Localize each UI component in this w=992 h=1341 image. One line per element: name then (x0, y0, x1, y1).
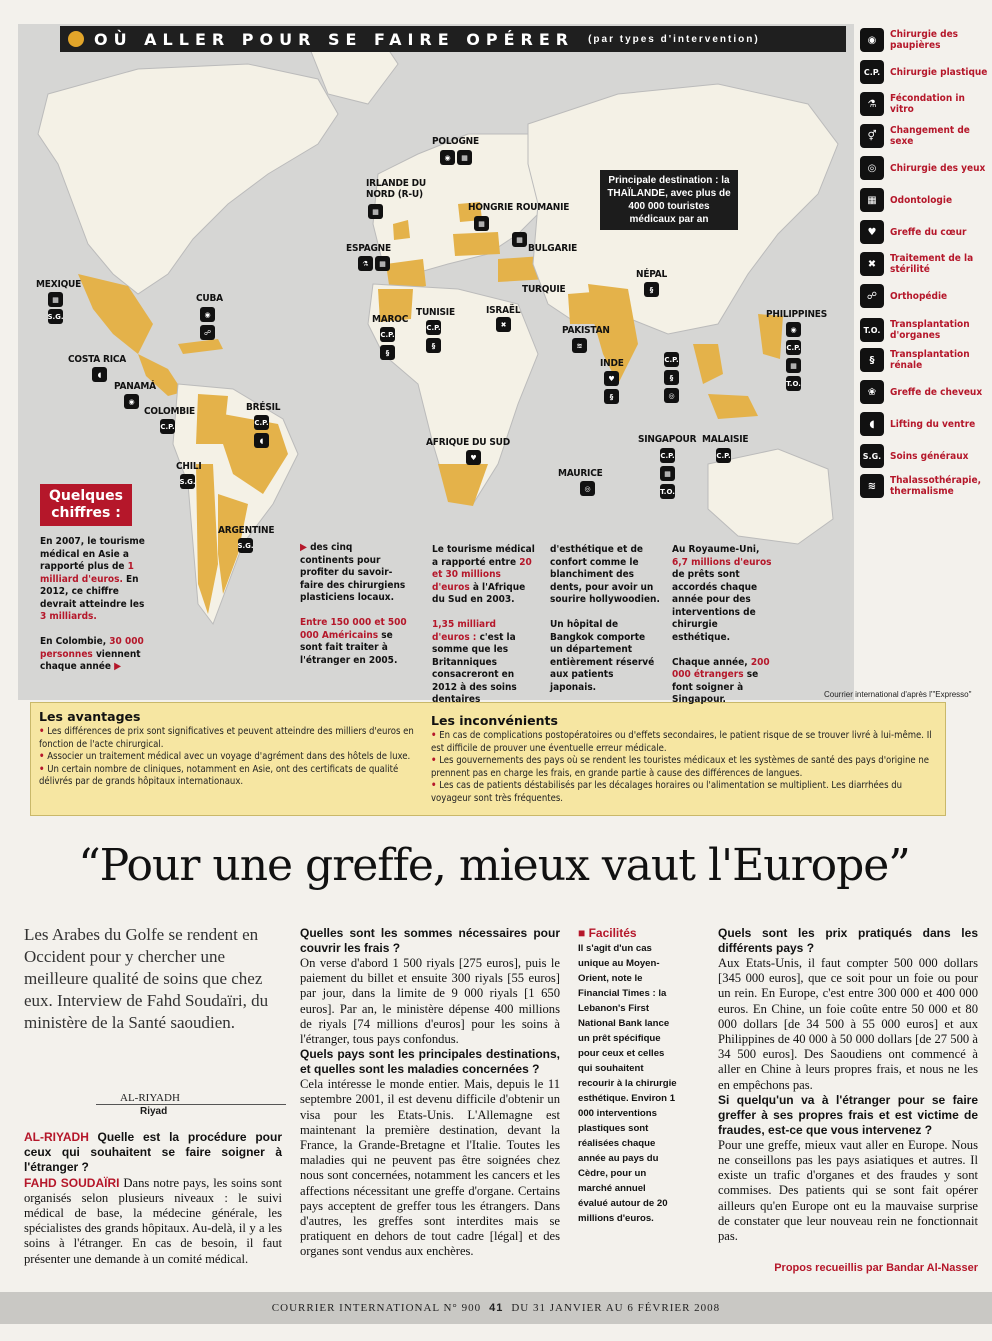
legend-item (860, 444, 968, 468)
legend-label: Transplantation d'organes (890, 319, 970, 341)
label-irlande: IRLANDE DU NORD (R-U) (366, 178, 427, 200)
eye-icon: ◉ (200, 307, 215, 322)
to-icon: T.O. (860, 318, 884, 342)
cp-icon: C.P. (786, 340, 801, 355)
label-chili: CHILI (176, 461, 202, 472)
article-column-1 (24, 1130, 282, 1267)
legend-label: Thalassothérapie, thermalisme (890, 475, 982, 497)
cp-icon: C.P. (254, 415, 269, 430)
legend-label: Greffe du cœur (890, 226, 967, 238)
cons-title: Les inconvénients (431, 713, 558, 728)
question-5: Si quelqu'un va à l'étranger pour se faire greffer à ses propres frais et est victime de fraudes, est-ce que vous intervenez ? (718, 1092, 978, 1137)
fact-highlight: 30 000 personnes (40, 636, 144, 660)
legend-item (860, 348, 990, 372)
figures-col-1: En 2007, le tourisme médical en Asie a rapporté plus de 1 milliard d'euros. En 2012, ce chiffre devrait atteindre les 3 milliards. En Colombie, 30 000 personnes viennent chaque année ▶ (40, 536, 145, 672)
question-4: Quels sont les prix pratiqués dans les différents pays ? (718, 926, 978, 955)
pros-item: • Les différences de prix sont significatives et peuvent atteindre des milliers d'euros en fonction de l'acte chirurgical. (39, 726, 414, 750)
legend-item (860, 412, 975, 436)
cons-item-text: Les cas de patients déstabilisés par les décalages horaires ou l'alimentation se multiplient. Les diarrhées du voyageur sont très fréquentes. (431, 780, 903, 804)
belly-icon: ◖ (92, 367, 107, 382)
legend-label: Chirurgie des paupières (890, 29, 959, 51)
heart-icon: ♥ (466, 450, 481, 465)
cp-icon: C.P. (664, 352, 679, 367)
answer-1: Dans notre pays, les soins sont organisés selon plusieurs niveaux : le suivi médical de base, la médecine générale, les spécialistes des grands hôpitaux. Au-delà, il y a les soins à l'étranger. En cas de besoin, il faut présenter une demande à un comité médical. (24, 1175, 282, 1266)
eye-icon: ◉ (860, 28, 884, 52)
thailand-callout: Principale destination : la THAÏLANDE, avec plus de 400 000 touristes médicaux par an (600, 170, 738, 230)
article-intro: Les Arabes du Golfe se rendent en Occident pour y chercher une meilleure qualité de soins que chez eux. Interview de Fahd Soudaïri, du ministère de la Santé saoudien. (24, 925, 269, 1032)
legend-label: Orthopédie (890, 290, 948, 302)
label-philippines: PHILIPPINES (766, 309, 828, 320)
label-malaisie: MALAISIE (702, 434, 749, 445)
tooth-icon: ▦ (375, 256, 390, 271)
cons-item-text: Les gouvernements des pays où se rendent les touristes médicaux et les systèmes de santé des pays d'origine ne prennent pas en charge les frais, en grande partie à cause des différences de langues. (431, 755, 930, 779)
fact-text: En 2012, ce chiffre devrait atteindre les (40, 573, 145, 610)
label-colombie: COLOMBIE (144, 406, 195, 417)
eye-icon: ◉ (124, 394, 139, 409)
tooth-icon: ▦ (660, 466, 675, 481)
eye-icon: ◉ (786, 322, 801, 337)
label-roumanie: ROUMANIE (516, 202, 570, 213)
kidney-icon: § (664, 370, 679, 385)
legend-item (860, 60, 987, 84)
answer-3: Cela intéresse le monde entier. Mais, depuis le 11 septembre 2001, il est devenu difficile d'obtenir un visa pour les Etats-Unis. L'Allemagne est maintenant la première destination, devant la France, la Grande-Bretagne et l'Italie. Toutes les maladies qui ne peuvent pas être soignées chez nous sont concernées, notamment les cancers et les affections nécessitant une greffe d'organe. Certains pays acceptent de greffer tous les étrangers. Dans d'autres, les greffes sont interdites mais se pratiquent en dehors de tout cadre [légal] et des organes sont vendus aux enchères. (300, 1077, 560, 1259)
sidebar-text: Il s'agit d'un cas unique au Moyen-Orient, note le Financial Times : la Lebanon's First National Bank lance un prêt spécifique pour ceux et celles qui souhaitent recourir à la chirurgie esthétique. Environ 1 000 interventions plastiques sont réalisées chaque année au pays du Cèdre, pour un marché annuel évalué autour de 20 millions d'euros. (578, 943, 677, 1224)
label-israel: ISRAËL (486, 305, 521, 316)
legend-label: Lifting du ventre (890, 418, 976, 430)
kidney-icon: § (860, 348, 884, 372)
answer-5: Pour une greffe, mieux vaut aller en Europe. Nous ne conseillons pas les pays asiatiques et autres. Il existe un trafic d'organes et des fraudes y sont commises. Des patients qui se sont fait opérer ailleurs qu'en Europe ont eu la mauvaise surprise de constater que leur nouveau rein ne fonctionnait pas. (718, 1137, 978, 1244)
pros-item: • Un certain nombre de cliniques, notamment en Asie, ont des certificats de qualité délivrés par de grands hôpitaux internationaux. (39, 763, 399, 787)
legend-item (860, 92, 990, 116)
cross-icon: ✖ (860, 252, 884, 276)
wave-icon: ≋ (572, 338, 587, 353)
pros-column (39, 709, 419, 789)
fact-text: Chaque année, (672, 656, 748, 668)
kidney-icon: § (644, 282, 659, 297)
figures-col-2: ▶ des cinq continents pour profiter du savoir-faire des chirurgiens plasticiens locaux. Entre 150 000 et 500 000 Américains se sont fait traiter à l'étranger en 2005. (300, 542, 407, 666)
pros-cons-box (30, 702, 946, 816)
fact-text: de prêts sont accordés chaque année pour des interventions de chirurgie esthétique. (672, 569, 758, 643)
label-pologne: POLOGNE (432, 136, 479, 147)
fact-highlight: 6,7 millions d'euros (672, 556, 772, 568)
legend-item (860, 318, 990, 342)
map-source: Courrier international d'après l'"Expresso" (824, 690, 972, 699)
tooth-icon: ▦ (48, 292, 63, 307)
cons-item: • Les gouvernements des pays où se rendent les touristes médicaux et les systèmes de santé des pays d'origine ne prennent pas en charge les frais, en grande partie à cause des différences de langues. (431, 755, 930, 779)
label-espagne: ESPAGNE (346, 243, 391, 254)
legend-item (860, 156, 985, 180)
test-tube-icon: ⚗ (358, 256, 373, 271)
answer-2: On verse d'abord 1 500 riyals [275 euros], puis le paiement du billet et ensuite 300 riyals [55 euros] par jour, dans la limite de 9 000 riyals [1 650 euros]. Par an, le ministère dépense 400 millions de riyals [74 millions d'euros] pour les soins à l'étranger, tous pays confondus. (300, 956, 560, 1047)
eye-icon: ◉ (440, 150, 455, 165)
fact-highlight: Entre 150 000 et 500 000 Américains (300, 617, 407, 641)
fact-text: viennent chaque année (40, 648, 141, 672)
cons-item: • Les cas de patients déstabilisés par les décalages horaires ou l'alimentation se multiplient. Les diarrhées du voyageur sont très fréquentes. (431, 780, 903, 804)
interviewee-name: FAHD SOUDAÏRI (24, 1175, 120, 1190)
interviewer-name: AL-RIYADH (24, 1130, 89, 1144)
pros-item-text: Les différences de prix sont significatives et peuvent atteindre des milliers d'euros en fonction de l'acte chirurgical. (39, 726, 414, 750)
question-1: Quelle est la procédure pour ceux qui souhaitent se faire soigner à l'étranger ? (24, 1130, 282, 1175)
fact-text: En 2007, le tourisme médical en Asie a rapporté plus de (40, 536, 145, 572)
legend-item (860, 474, 990, 498)
figures-col-4 (550, 544, 660, 694)
article-column-4 (718, 926, 978, 1244)
legend-item (860, 284, 947, 308)
cp-icon: C.P. (380, 327, 395, 342)
hair-icon: ❀ (860, 380, 884, 404)
legend-item (860, 188, 952, 212)
legend-label: Chirurgie plastique (890, 66, 988, 78)
heart-icon: ♥ (860, 220, 884, 244)
legend-label: Odontologie (890, 194, 953, 206)
eye-surgery-icon: ◎ (664, 388, 679, 403)
map-title: OÙ ALLER POUR SE FAIRE OPÉRER (94, 29, 575, 49)
tooth-icon: ▦ (474, 216, 489, 231)
belly-icon: ◖ (860, 412, 884, 436)
page-footer (0, 1292, 992, 1324)
label-pakistan: PAKISTAN (562, 325, 610, 336)
gender-icon: ⚥ (860, 124, 884, 148)
cp-icon: C.P. (860, 60, 884, 84)
tooth-icon: ▦ (457, 150, 472, 165)
tooth-icon: ▦ (368, 204, 383, 219)
bone-icon: ☍ (860, 284, 884, 308)
pros-title: Les avantages (39, 709, 141, 724)
map-title-bar (60, 26, 846, 52)
legend-item (860, 380, 982, 404)
label-maroc: MAROC (372, 314, 409, 325)
tooth-icon: ▦ (512, 232, 527, 247)
answer-4: Aux Etats-Unis, il faut compter 500 000 dollars [345 000 euros], que ce soit pour un foie ou pour un rein. En Europe, c'est entre 300 000 et 400 000 euros. En Chine, un foie coûte entre 50 000 et 80 000 dollars [de 34 500 à 55 000 euros] et aux Philippines de 40 000 à 50 000 dollars [de 27 500 à 34 500 euros]. Des Saoudiens ont commencé à aller en Chine à leurs propres frais, et nous ne les en empêchons pas. (718, 956, 978, 1092)
label-mexique: MEXIQUE (36, 279, 82, 290)
label-costa-rica: COSTA RICA (68, 354, 127, 365)
label-tunisie: TUNISIE (416, 307, 455, 318)
footer-dates: DU 31 JANVIER AU 6 FÉVRIER 2008 (511, 1302, 721, 1314)
legend-label: Chirurgie des yeux (890, 162, 986, 174)
label-bulgarie: BULGARIE (528, 243, 578, 254)
article-credit: Propos recueillis par Bandar Al-Nasser (774, 1262, 978, 1274)
legend-label: Soins généraux (890, 450, 969, 462)
legend-item (860, 124, 990, 148)
fact-text: se sont fait traiter à l'étranger en 2005. (300, 629, 398, 666)
fact-highlight: 200 000 étrangers (672, 656, 770, 680)
label-hongrie: HONGRIE (468, 202, 514, 213)
dateline-city: Riyad (140, 1106, 168, 1117)
article-headline: “Pour une greffe, mieux vaut l'Europe” (78, 840, 910, 891)
test-tube-icon: ⚗ (860, 92, 884, 116)
eye-surgery-icon: ◎ (860, 156, 884, 180)
legend-item (860, 220, 966, 244)
label-afrique-sud: AFRIQUE DU SUD (426, 437, 510, 448)
map-subtitle: (par types d'intervention) (588, 33, 760, 45)
belly-icon: ◖ (254, 433, 269, 448)
tooth-icon: ▦ (786, 358, 801, 373)
footer-page-number: 41 (489, 1302, 504, 1314)
fact-text: se font soigner à Singapour. (672, 669, 759, 705)
cp-icon: C.P. (716, 448, 731, 463)
label-argentine: ARGENTINE (218, 525, 275, 536)
kidney-icon: § (380, 345, 395, 360)
footer-publication: COURRIER INTERNATIONAL N° 900 (271, 1302, 482, 1314)
fact-text: c'est la somme que les Britanniques consacreront en 2012 à des soins dentaires (432, 631, 517, 705)
tooth-icon: ▦ (860, 188, 884, 212)
figures-col-3 (432, 544, 536, 707)
legend-item (860, 252, 990, 276)
sidebar-title: ■ Facilités (578, 926, 637, 940)
legend-label: Transplantation rénale (890, 349, 970, 371)
fact-highlight: 1 milliard d'euros. (40, 561, 134, 585)
wave-icon: ≋ (860, 474, 884, 498)
cons-column (431, 713, 941, 805)
question-3: Quels pays sont les principales destinations, et quelles sont les maladies concernées ? (300, 1047, 560, 1077)
label-maurice: MAURICE (558, 468, 603, 479)
fact-text: En Colombie, (40, 636, 107, 647)
pros-item-text: Un certain nombre de cliniques, notamment en Asie, ont des certificats de qualité délivrés par de grands hôpitaux internationaux. (39, 763, 399, 787)
to-icon: T.O. (660, 484, 675, 499)
label-bresil: BRÉSIL (246, 402, 281, 413)
fact-highlight: 3 milliards. (40, 611, 97, 622)
label-cuba: CUBA (196, 293, 223, 304)
kidney-icon: § (604, 389, 619, 404)
cross-icon: ✖ (496, 317, 511, 332)
dateline: AL-RIYADH (96, 1092, 286, 1105)
figures-col-5 (672, 544, 778, 707)
fact-highlight: 20 et 30 millions d'euros (432, 556, 532, 593)
sidebar-facilites (578, 926, 678, 1226)
bone-icon: ☍ (200, 325, 215, 340)
fact-text: Un hôpital de Bangkok comporte un département entièrement réservé aux patients japonais. (550, 619, 655, 693)
pros-item-text: Associer un traitement médical avec un voyage d'agrément dans des hôtels de luxe. (47, 751, 411, 762)
fact-text: des cinq continents pour profiter du savoir-faire des chirurgiens plasticiens locaux. (300, 542, 406, 603)
legend-item (860, 28, 990, 52)
fact-text: d'esthétique et de confort comme le blanchiment des dents, pour avoir un sourire hollywoodien. (550, 544, 660, 605)
label-inde: INDE (600, 358, 624, 369)
eye-surgery-icon: ◎ (580, 481, 595, 496)
sg-icon: S.G. (860, 444, 884, 468)
key-figures-title: Quelques chiffres : (40, 484, 132, 526)
sg-icon: S.G. (48, 309, 63, 324)
label-panama: PANAMÁ (114, 381, 156, 392)
sg-icon: S.G. (180, 474, 195, 489)
legend-label: Changement de sexe (890, 125, 970, 147)
cons-item: • En cas de complications postopératoires ou d'effets secondaires, le patient risque de se trouver livré à lui-même. Il est difficile de prouver une éventuelle erreur médicale. (431, 730, 932, 754)
cp-icon: C.P. (160, 419, 175, 434)
cons-item-text: En cas de complications postopératoires ou d'effets secondaires, le patient risque de se trouver livré à lui-même. Il est difficile de prouver une éventuelle erreur médicale. (431, 730, 932, 754)
fact-text: Le tourisme médical a rapporté entre (432, 544, 535, 568)
pros-item: • Associer un traitement médical avec un voyage d'agrément dans des hôtels de luxe. (39, 751, 411, 762)
cp-icon: C.P. (426, 320, 441, 335)
label-singapour: SINGAPOUR (638, 434, 697, 445)
title-dot-icon (68, 31, 84, 47)
to-icon: T.O. (786, 376, 801, 391)
fact-text: à l'Afrique du Sud en 2003. (432, 581, 526, 605)
fact-highlight: 1,35 milliard d'euros : (432, 619, 496, 643)
heart-icon: ♥ (604, 371, 619, 386)
question-2: Quelles sont les sommes nécessaires pour couvrir les frais ? (300, 926, 560, 955)
legend-label: Fécondation in vitro (890, 93, 965, 115)
legend-label: Greffe de cheveux (890, 386, 983, 398)
fact-text: Au Royaume-Uni, (672, 544, 760, 555)
kidney-icon: § (426, 338, 441, 353)
cp-icon: C.P. (660, 448, 675, 463)
sg-icon: S.G. (238, 538, 253, 553)
label-turquie: TURQUIE (522, 284, 566, 295)
label-nepal: NÉPAL (636, 269, 668, 280)
legend-label: Traitement de la stérilité (890, 253, 974, 275)
article-column-2 (300, 926, 560, 1260)
